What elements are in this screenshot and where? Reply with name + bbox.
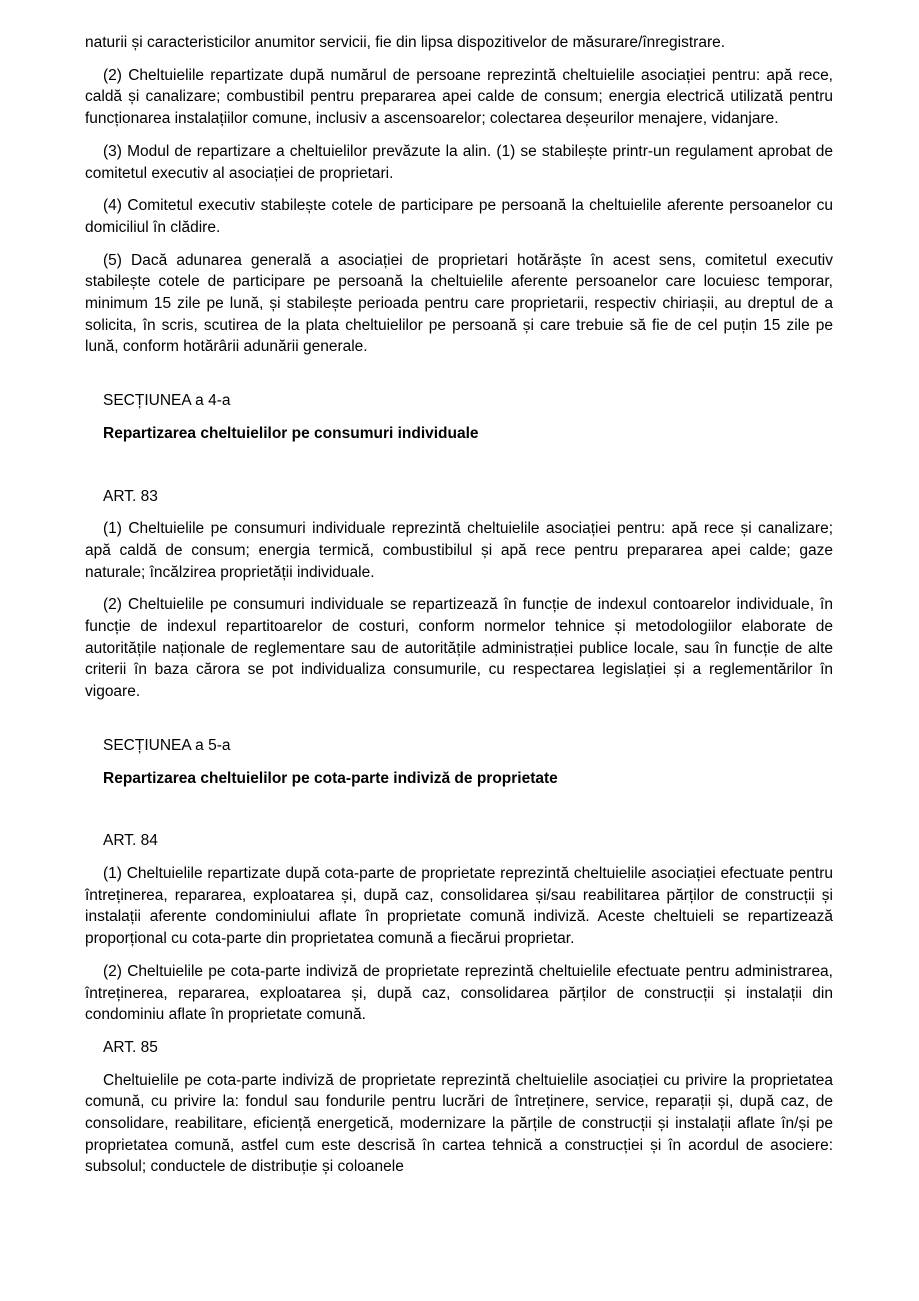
paragraph: naturii și caracteristicilor anumitor servicii, fie din lipsa dispozitivelor de măsurare/înregistrare. (85, 34, 726, 51)
section-title: Repartizarea cheltuielilor pe cota-parte indiviză de proprietate (103, 769, 558, 787)
section-label: SECȚIUNEA a 4-a (103, 392, 231, 410)
article-label: ART. 84 (103, 832, 158, 850)
paragraph: (3) Modul de repartizare a cheltuielilor prevăzute la alin. (1) se stabilește printr-un regulament aprobat de comitetul executiv al asociației de proprietari. (85, 142, 833, 182)
paragraph: (2) Cheltuielile pe consumuri individuale se repartizează în funcție de indexul contoarelor individuale, în funcție de indexul repartitoarelor de costuri, conform normelor tehnice și metodologiilor elaborate de autoritățile naționale de reglementare sau de autoritățile administrației publice locale, sau în funcție de alte criterii în baza cărora se pot individualiza consumurile, cu respectarea legislației și a reglementărilor în vigoare. (85, 596, 833, 701)
paragraph: (1) Cheltuielile repartizate după cota-parte de proprietate reprezintă cheltuielile asociației efectuate pentru întreținerea, repararea, exploatarea și, după caz, consolidarea și/sau reabilitarea părților de construcții și instalații aferente condominiului aflate în proprietate comună indiviză. Aceste cheltuieli se repartizează proporțional cu cota-parte din proprietatea comună a fiecărui proprietar. (85, 864, 833, 948)
paragraph: (2) Cheltuielile repartizate după numărul de persoane reprezintă cheltuielile asociației pentru: apă rece, caldă și canalizare; combustibil pentru prepararea apei calde de consum; energia electrică utilizată pentru funcționarea instalațiilor comune, inclusiv a ascensoarelor; colectarea deșeurilor menajere, vidanjare. (85, 66, 833, 128)
paragraph: Cheltuielile pe cota-parte indiviză de proprietate reprezintă cheltuielile asociației cu privire la proprietatea comună, cu privire la: fondul sau fondurile pentru lucrări de întreținere, service, reparații și, după caz, de consolidare, reabilitare, eficiență energetică, modernizare la părțile de construcții și instalații aflate în/și pe proprietatea comună, astfel cum este descrisă în cartea tehnică a construcției și în acordul de asociere: subsolul; conductele de distribuție și coloanele (85, 1071, 833, 1176)
paragraph: (2) Cheltuielile pe cota-parte indiviză de proprietate reprezintă cheltuielile efectuate pentru administrarea, întreținerea, repararea, exploatarea și, după caz, consolidarea părților de construcții și instalații din condominiu aflate în proprietate comună. (85, 962, 833, 1024)
paragraph: (5) Dacă adunarea generală a asociației de proprietari hotărăște în acest sens, comitetul executiv stabilește cotele de participare pe persoană la cheltuielile aferente persoanelor care locuiesc temporar, minimum 15 zile pe lună, și stabilește perioada pentru care proprietarii, respectiv chiriașii, au dreptul de a solicita, în scris, scutirea de la plata cheltuielilor pe persoană și care trebuie să fie de cel puțin 15 zile pe lună, conform hotărârii adunării generale. (85, 251, 833, 356)
section-label: SECȚIUNEA a 5-a (103, 736, 231, 754)
article-label: ART. 85 (103, 1038, 158, 1056)
paragraph: (4) Comitetul executiv stabilește cotele de participare pe persoană la cheltuielile aferente persoanelor cu domiciliul în clădire. (85, 197, 833, 236)
article-label: ART. 83 (103, 487, 158, 505)
paragraph: (1) Cheltuielile pe consumuri individuale reprezintă cheltuielile asociației pentru: apă rece și canalizare; apă caldă de consum; energia termică, combustibilul și apă rece pentru prepararea apei calde; gaze naturale; încălzirea proprietății individuale. (85, 520, 833, 581)
section-title: Repartizarea cheltuielilor pe consumuri individuale (103, 424, 479, 442)
